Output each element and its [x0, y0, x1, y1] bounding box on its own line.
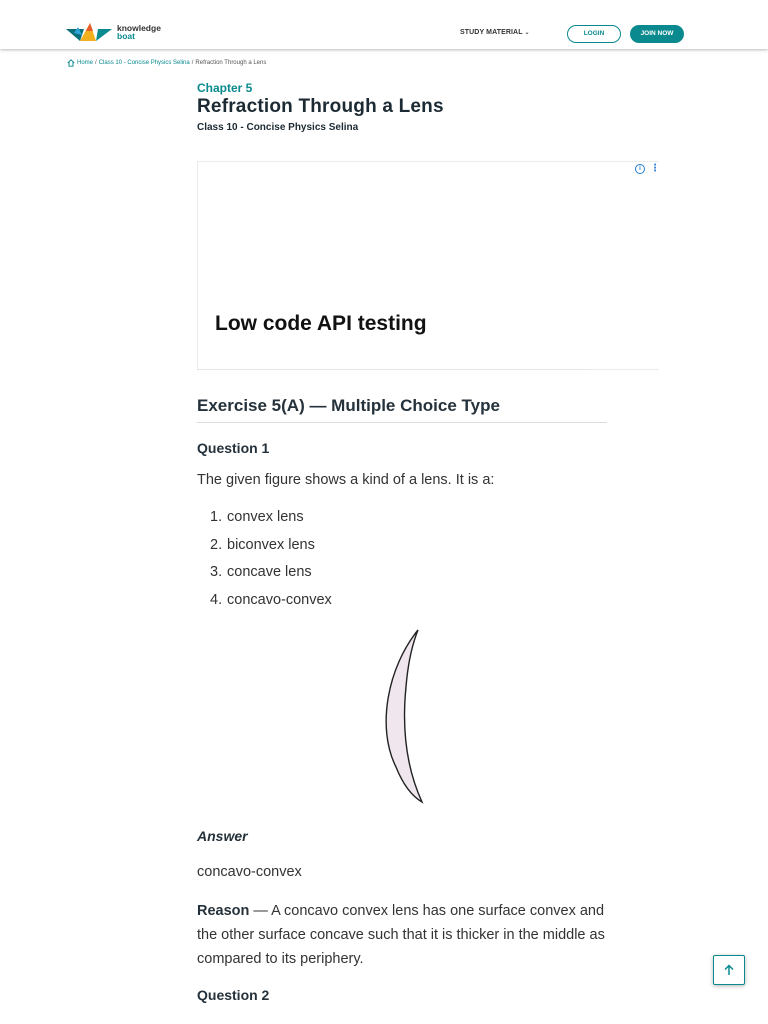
- more-vertical-icon[interactable]: ⋮: [650, 163, 660, 174]
- login-button[interactable]: LOGIN: [567, 25, 621, 43]
- home-icon[interactable]: [67, 59, 75, 67]
- scroll-to-top-button[interactable]: [713, 955, 745, 985]
- answer-reason: [197, 899, 609, 971]
- breadcrumb-current: Refraction Through a Lens: [195, 60, 267, 66]
- study-material-label: STUDY MATERIAL: [460, 29, 523, 36]
- logo-line-1: knowledge: [117, 23, 161, 33]
- lens-figure: [376, 627, 426, 805]
- top-navigation-bar: [0, 0, 768, 49]
- list-item: 4. concavo-convex: [210, 591, 332, 608]
- ad-divider: [197, 369, 591, 370]
- chevron-down-icon: ⌄: [524, 30, 530, 36]
- breadcrumb-book-link[interactable]: Class 10 - Concise Physics Selina: [98, 60, 190, 66]
- breadcrumb-separator: /: [95, 60, 97, 66]
- logo-boat-icon: [66, 21, 114, 43]
- list-item: 3. concave lens: [210, 564, 312, 580]
- exercise-heading: Exercise 5(A) — Multiple Choice Type: [197, 396, 500, 415]
- knowledgeboat-logo[interactable]: [66, 21, 161, 43]
- reason-label: Reason: [197, 903, 250, 919]
- page-title: Refraction Through a Lens: [197, 96, 444, 117]
- page-subtitle: Class 10 - Concise Physics Selina: [197, 122, 359, 133]
- breadcrumb-home-link[interactable]: Home: [77, 60, 94, 66]
- list-item: 1. convex lens: [210, 509, 304, 525]
- study-material-menu[interactable]: [460, 29, 530, 36]
- question-1-label: Question 1: [197, 440, 270, 456]
- answer-label: Answer: [197, 828, 248, 844]
- exercise-divider: [197, 422, 607, 423]
- answer-value: concavo-convex: [197, 864, 302, 880]
- breadcrumb: [67, 59, 266, 67]
- breadcrumb-separator: /: [191, 60, 194, 66]
- ad-headline[interactable]: Low code API testing: [215, 312, 427, 335]
- logo-text: [117, 24, 161, 40]
- reason-text: — A concavo convex lens has one surface convex and the other surface concave such that it is thicker in the middle as compared to its periphery.: [197, 903, 605, 967]
- chapter-label: Chapter 5: [197, 81, 253, 95]
- question-1-options: [210, 507, 332, 617]
- info-icon[interactable]: i: [635, 164, 645, 174]
- list-item: 2. biconvex lens: [210, 536, 315, 553]
- join-now-button[interactable]: JOIN NOW: [630, 25, 684, 43]
- arrow-up-icon: [723, 964, 735, 976]
- question-2-label: Question 2: [197, 987, 270, 1003]
- logo-line-2: boat: [117, 31, 135, 41]
- question-1-text: The given figure shows a kind of a lens. It is a:: [197, 472, 495, 488]
- advertisement[interactable]: [197, 161, 659, 370]
